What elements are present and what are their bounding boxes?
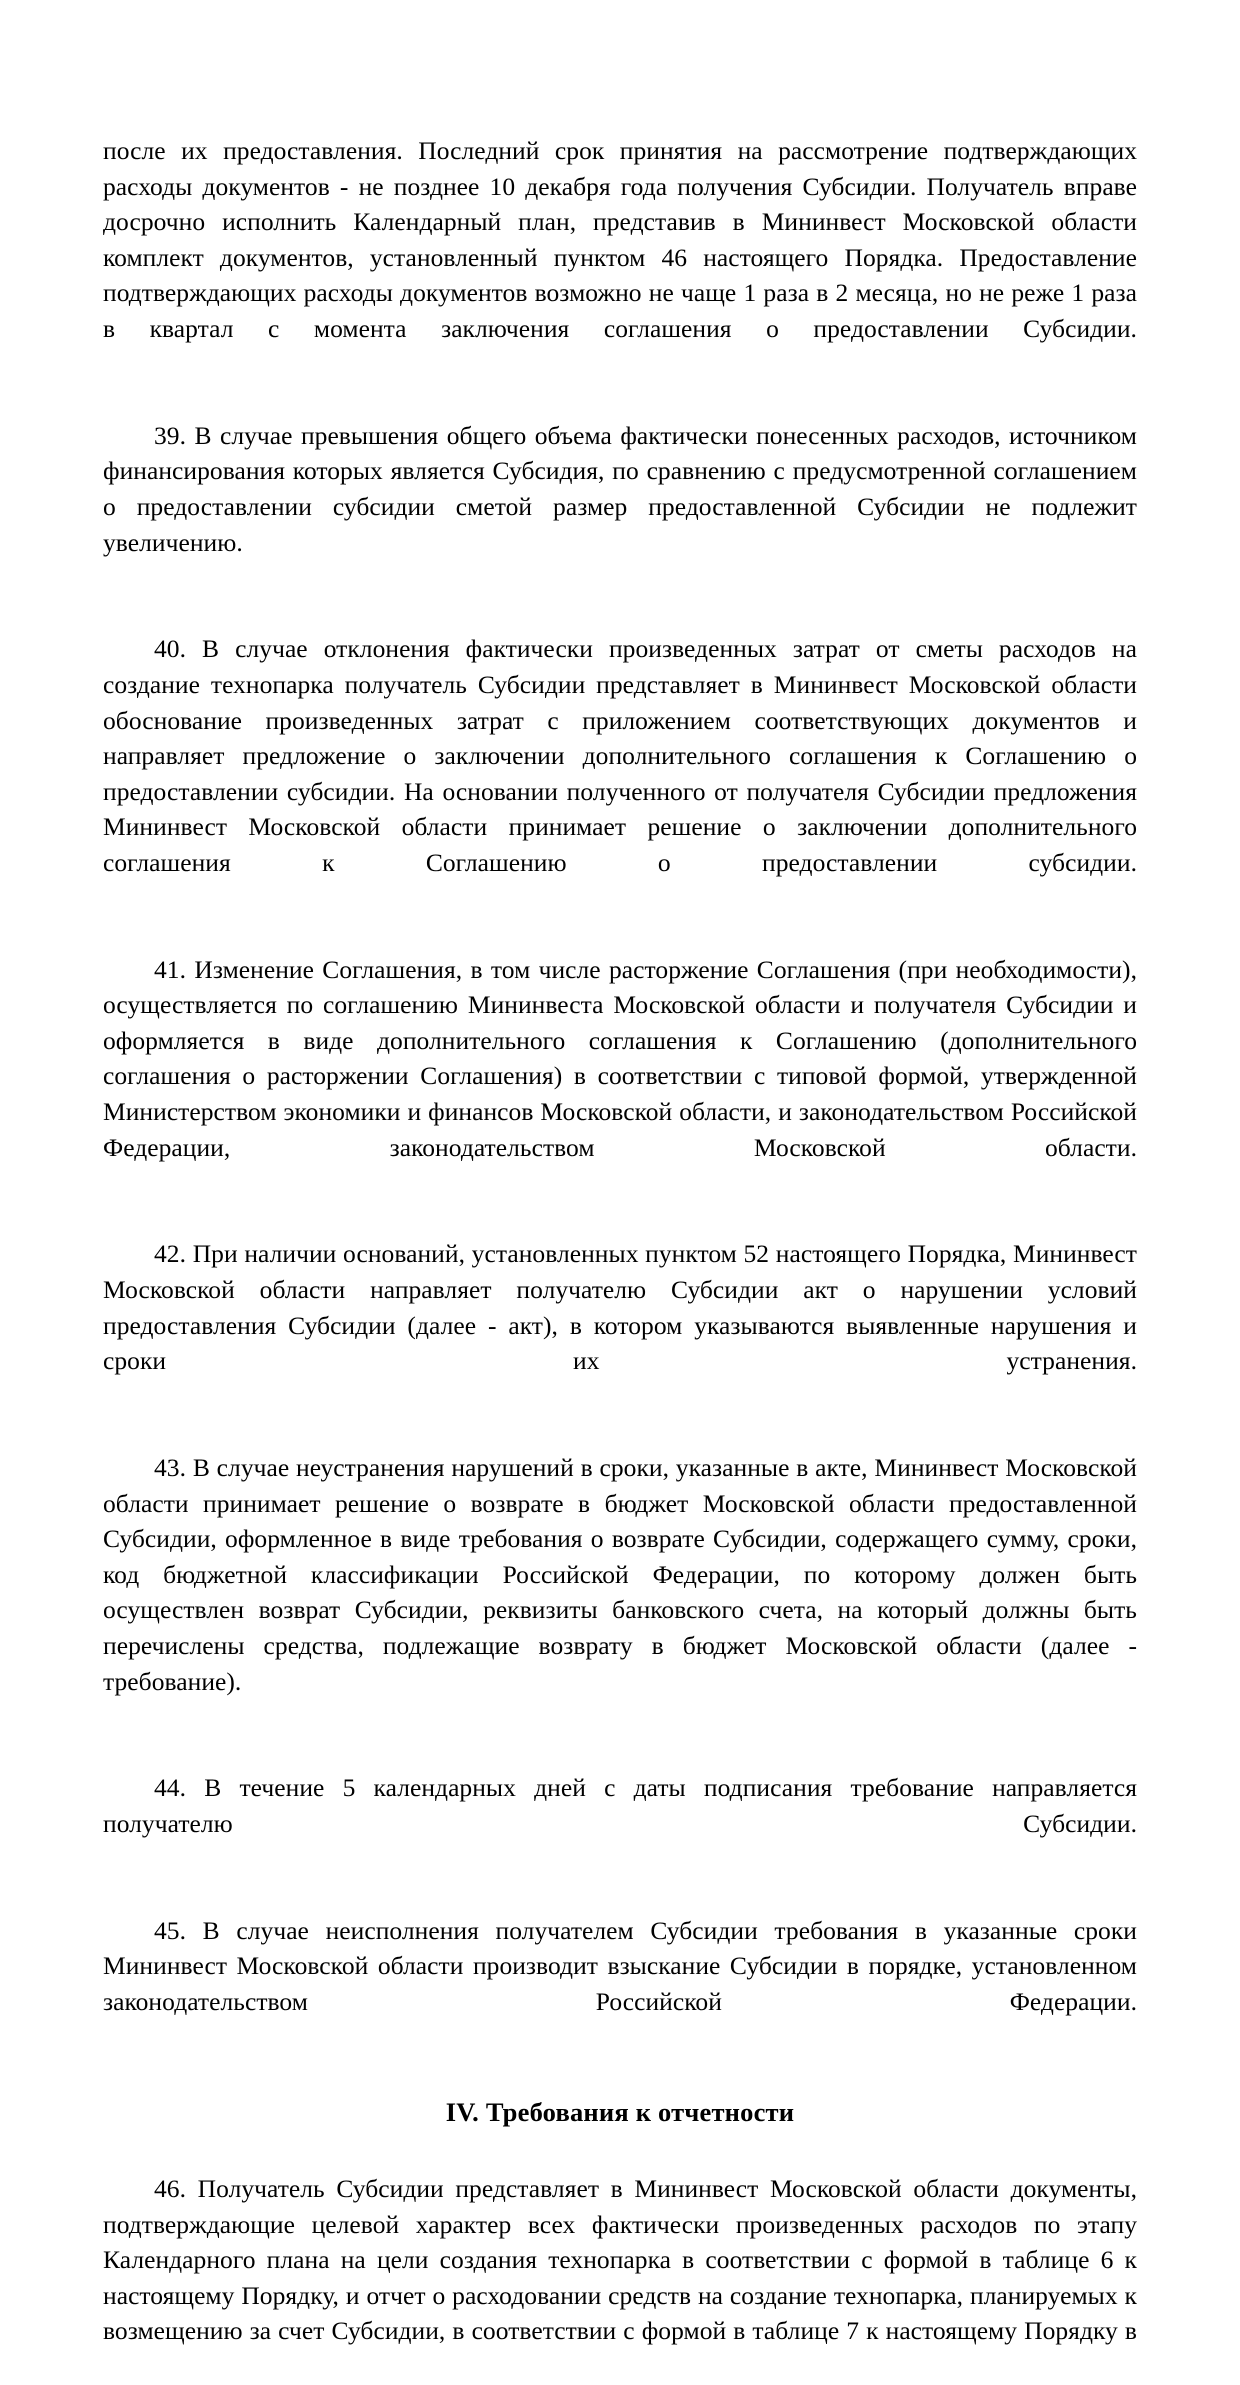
paragraph-spacer [103,1414,1137,1450]
paragraph-spacer [103,1201,1137,1237]
paragraph-42: 42. При наличии оснований, установленных пунктом 52 настоящего Порядка, Мининвест Московской области направляет получателю Субсидии акт о нарушении условий предоставления Субсидии (далее - акт), в котором указываются выявленные нарушения и сроки их устранения. [103,1239,1137,1376]
paragraph-spacer [103,1877,1137,1913]
paragraph-spacer [103,916,1137,952]
paragraph-44: 44. В течение 5 календарных дней с даты подписания требование направляется получателю Субсидии. [103,1773,1137,1838]
paragraph-spacer [103,1735,1137,1771]
heading-spacer-before [103,2055,1137,2094]
paragraph-45: 45. В случае неисполнения получателем Субсидии требования в указанные сроки Мининвест Московской области производит взыскание Субсидии в порядке, установленном законодательством Российской Федерации. [103,1915,1137,2016]
paragraph-39: 39. В случае превышения общего объема фактически понесенных расходов, источником финансирования которых является Субсидия, по сравнению с предусмотренной соглашением о предоставлении субсидии сметой размер предоставленной Субсидии не подлежит увеличению. [103,420,1137,557]
paragraph-41: 41. Изменение Соглашения, в том числе расторжение Соглашения (при необходимости), осуществляется по соглашению Мининвеста Московской области и получателя Субсидии и оформляется в виде дополнительного соглашения к Соглашению (дополнительного соглашения о расторжении Соглашения) в соответствии с типовой формой, утвержденной Министерством экономики и финансов Московской области, и законодательством Российской Федерации, законодательством Московской области. [103,954,1137,1162]
section-heading-iv: IV. Требования к отчетности [445,2097,795,2128]
paragraph-38-continuation: после их предоставления. Последний срок принятия на рассмотрение подтверждающих расходы документов - не позднее 10 декабря года получения Субсидии. Получатель вправе досрочно исполнить Календарный план, представив в Мининвест Московской области комплект документов, установленный пунктом 46 настоящего Порядка. Предоставление подтверждающих расходы документов возможно не чаще 1 раза в 2 месяца, но не реже 1 раза в квартал с момента заключения соглашения о предоставлении Субсидии. [103,136,1137,343]
paragraph-spacer [103,382,1137,418]
paragraph-spacer [103,596,1137,632]
paragraph-43: 43. В случае неустранения нарушений в сроки, указанные в акте, Мининвест Московской области принимает решение о возврате в бюджет Московской области предоставленной Субсидии, оформленное в виде требования о возврате Субсидии, содержащего сумму, сроки, код бюджетной классификации Российской Федерации, по которому должен быть осуществлен возврат Субсидии, реквизиты банковского счета, на который должны быть перечислены средства, подлежащие возврату в бюджет Московской области (далее - требование). [103,1452,1137,1696]
paragraph-40: 40. В случае отклонения фактически произведенных затрат от сметы расходов на создание технопарка получатель Субсидии представляет в Мининвест Московской области обоснование произведенных затрат с приложением соответствующих документов и направляет предложение о заключении дополнительного соглашения к Соглашению о предоставлении субсидии. На основании полученного от получателя Субсидии предложения Мининвест Московской области принимает решение о заключении дополнительного соглашения к Соглашению о предоставлении субсидии. [103,634,1137,877]
document-body [103,133,1137,2385]
paragraph-46: 46. Получатель Субсидии представляет в Мининвест Московской области документы, подтверждающие целевой характер всех фактически произведенных расходов по этапу Календарного плана на цели создания технопарка в соответствии с формой в таблице 6 к настоящему Порядку, и отчет о расходовании средств на создание технопарка, планируемых к возмещению за счет Субсидии, в соответствии с формой в таблице 7 к настоящему Порядку в [103,2174,1137,2346]
heading-spacer-after [103,2130,1137,2171]
